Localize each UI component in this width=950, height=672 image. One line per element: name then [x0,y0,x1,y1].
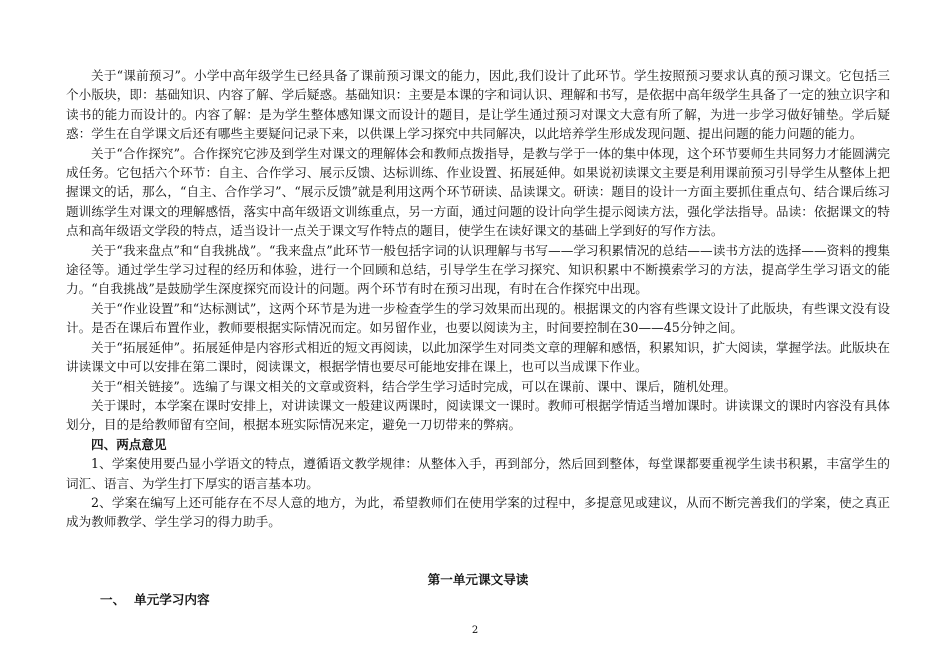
paragraph-preview: 关于“课前预习”。小学中高年级学生已经具备了课前预习课文的能力，因此,我们设计了此环节。学生按照预习要求认真的预习课文。它包括三个小版块，即：基础知识、内容了解、学后疑惑。基础知识：主要是本课的字和词认识、理解和书写，是依据中高年级学生具备了一定的独立识字和读书的能力而设计的。内容了解：是为学生整体感知课文而设计的题目，是让学生通过预习对课文大意有所了解，为进一步学习做好铺垫。学后疑惑：学生在自学课文后还有哪些主要疑问记录下来，以供课上学习探究中共同解决，以此培养学生形成发现问题、提出问题的能力问题的能力。 [66,68,890,142]
unit-section-title: 单元学习内容 [134,592,210,608]
spacer [66,532,890,570]
opinion-item: 1、学案使用要凸显小学语文的特点，遵循语文教学规律：从整体入手，再到部分，然后回到整体，每堂课都要重视学生读书积累，丰富学生的词汇、语言、为学生打下厚实的语言基本功。 [66,456,890,491]
document-page [66,66,890,611]
opinion-item: 2、学案在编写上还可能存在不尽人意的地方，为此，希望教师们在使用学案的过程中，多提意见或建议，从而不断完善我们的学案，使之真正成为教师教学、学生学习的得力助手。 [66,494,890,530]
unit-section-heading [66,589,890,611]
paragraph-self-review: 关于“我来盘点”和“自我挑战”。“我来盘点”此环节一般包括字词的认识理解与书写——学习积累情况的总结——读书方法的选择——资料的搜集途径等。通过学生学习过程的经历和体验，进行一个回顾和总结，引导学生在学习探究、知识积累中不断摸索学习的方法，提高学生学习语文的能力。“自我挑战”是鼓励学生深度探究而设计的问题。两个环节有时在预习出现，有时在合作探究中出现。 [66,242,890,297]
paragraph-cooperative-inquiry: 关于“合作探究”。合作探究它涉及到学生对课文的理解体会和教师点拨指导，是教与学于一体的集中体现，这个环节要师生共同努力才能圆满完成任务。它包括六个环节：自主、合作学习、展示反馈、达标训练、作业设置、拓展延伸。如果说初读课文主要是利用课前预习引导学生从整体上把握课文的话，那么，“自主、合作学习”、“展示反馈”就是利用这两个环节研读、品读课文。研读：题目的设计一方面主要抓住重点句、结合课后练习题训练学生对课文的理解感悟，落实中高年级语文训练重点，另一方面，通过问题的设计向学生提示阅读方法，强化学法指导。品读：依据课文的特点和高年级语文学段的特点，适当设计一点关于课文写作特点的题目，使学生在读好课文的基础上学到好的写作方法。 [66,145,890,239]
paragraph-related-links: 关于“相关链接”。选编了与课文相关的文章或资料，结合学生学习适时完成，可以在课前、课中、课后，随机处理。 [91,378,737,394]
section-heading-opinions: 四、两点意见 [91,436,167,452]
paragraph-extension: 关于“拓展延伸”。拓展延伸是内容形式相近的短文再阅读，以此加深学生对同类文章的理解和感悟，积累知识，扩大阅读，掌握学法。此版块在讲读课文中可以安排在第二课时，阅读课文，根据学情也要尽可能地安排在课上，也可以当成课下作业。 [66,339,890,375]
page-number: 2 [471,625,479,636]
paragraph-homework: 关于“作业设置”和“达标测试”，这两个环节是为进一步检查学生的学习效果而出现的。根据课文的内容有些课文设计了此版块，有些课文没有设计。是否在课后布置作业，教师要根据实际情况而定。如另留作业，也要以阅读为主，时间要控制在30——45分钟之间。 [66,300,890,336]
paragraph-class-hours: 关于课时，本学案在课时安排上，对讲读课文一般建议两课时，阅读课文一课时。教师可根据学情适当增加课时。讲读课文的课时内容没有具体划分，目的是给教师留有空间，根据本班实际情况来定，避免一刀切带来的弊病。 [66,397,890,433]
unit-section-number: 一、 [100,592,126,608]
unit-title: 第一单元课文导读 [427,571,529,587]
